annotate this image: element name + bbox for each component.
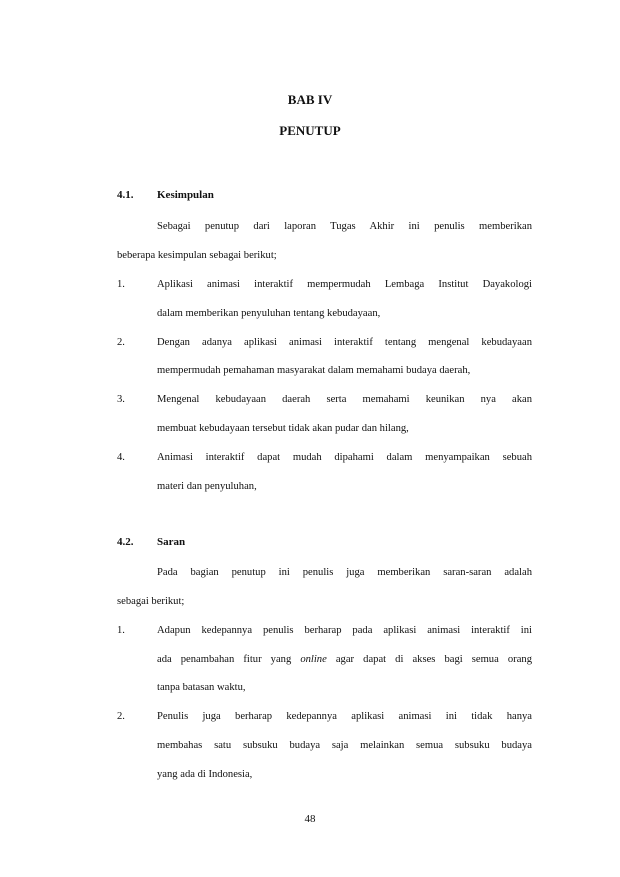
list-item-text: ada penambahan fitur yang — [157, 654, 301, 665]
list-item-line: mempermudah pemahaman masyarakat dalam memahami budaya daerah, — [157, 365, 471, 376]
list-item-text: agar dapat di akses bagi semua orang — [326, 654, 532, 665]
list-item-line: Mengenal kebudayaan daerah serta memahami keunikan nya akan — [157, 394, 532, 405]
list-item-line: dalam memberikan penyuluhan tentang kebudayaan, — [157, 308, 381, 319]
list-item-line: Penulis juga berharap kedepannya aplikasi animasi ini tidak hanya — [157, 711, 532, 722]
section-intro-line: Pada bagian penutup ini penulis juga memberikan saran-saran adalah — [157, 567, 532, 578]
section-number: 4.2. — [117, 536, 134, 548]
list-item-line: Dengan adanya aplikasi animasi interaktif tentang mengenal kebudayaan — [157, 337, 532, 348]
list-item-line: membuat kebudayaan tersebut tidak akan pudar dan hilang, — [157, 423, 409, 434]
section-intro-line: beberapa kesimpulan sebagai berikut; — [117, 250, 277, 261]
list-item-number: 2. — [117, 711, 125, 722]
list-item-line: tanpa batasan waktu, — [157, 682, 246, 693]
list-item-number: 3. — [117, 394, 125, 405]
list-item-line — [157, 653, 532, 667]
list-item-line: yang ada di Indonesia, — [157, 769, 253, 780]
list-item-line: Aplikasi animasi interaktif mempermudah Lembaga Institut Dayakologi — [157, 279, 532, 290]
section-heading: Kesimpulan — [157, 189, 214, 201]
section-intro-line: sebagai berikut; — [117, 596, 185, 607]
section-heading: Saran — [157, 536, 186, 548]
list-item-line: membahas satu subsuku budaya saja melainkan semua subsuku budaya — [157, 740, 532, 751]
list-item-line: Adapun kedepannya penulis berharap pada aplikasi animasi interaktif ini — [157, 625, 532, 636]
list-item-number: 4. — [117, 452, 125, 463]
list-item-number: 2. — [117, 337, 125, 348]
page-number: 48 — [304, 813, 316, 825]
chapter-title: PENUTUP — [279, 123, 341, 138]
section-intro-line: Sebagai penutup dari laporan Tugas Akhir ini penulis memberikan — [157, 221, 532, 232]
chapter-label: BAB IV — [287, 92, 333, 107]
list-item-number: 1. — [117, 279, 125, 290]
section-number: 4.1. — [117, 189, 134, 201]
list-item-number: 1. — [117, 625, 125, 636]
list-item-line: materi dan penyuluhan, — [157, 481, 257, 492]
emphasis-term: online — [300, 654, 327, 665]
list-item-line: Animasi interaktif dapat mudah dipahami dalam menyampaikan sebuah — [157, 452, 532, 463]
